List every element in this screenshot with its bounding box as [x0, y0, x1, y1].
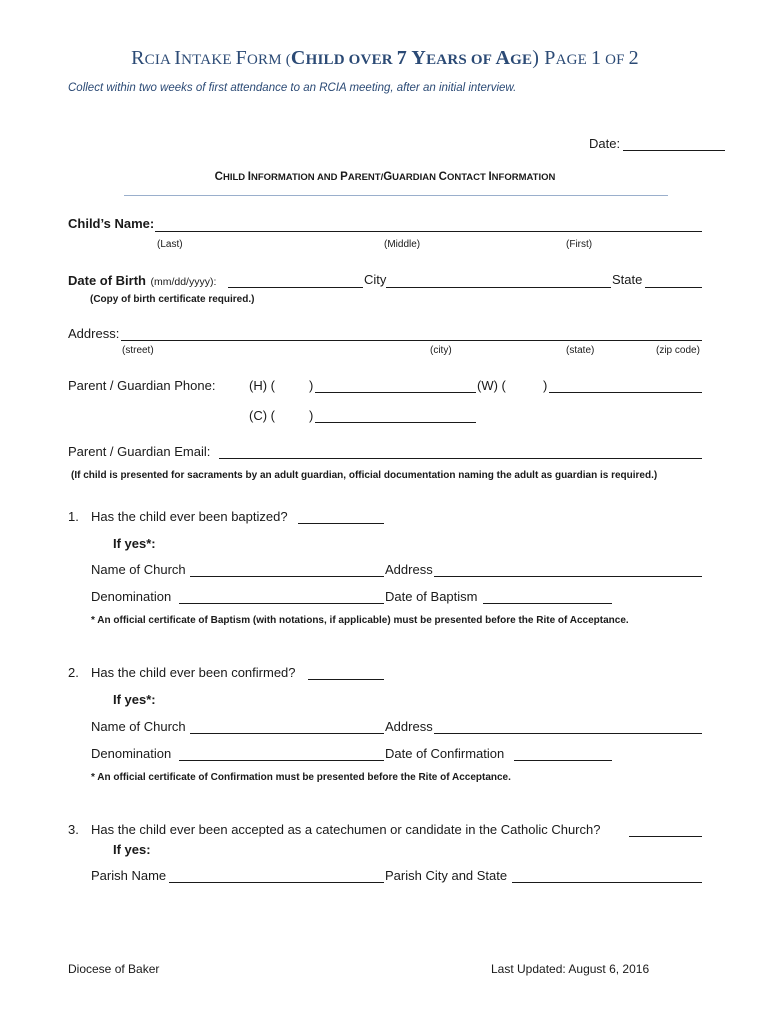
page-title: RCIA INTAKE FORM (CHILD OVER 7 YEARS OF AGE) PAGE 1 OF 2 — [131, 47, 639, 69]
address-field[interactable] — [121, 340, 702, 341]
q1-denomination-field[interactable] — [179, 603, 384, 604]
subtitle: Collect within two weeks of first attendance to an RCIA meeting, after an initial interview. — [68, 82, 517, 94]
q1-answer-field[interactable] — [298, 523, 384, 524]
q3-parish-field[interactable] — [169, 882, 384, 883]
phone-label: Parent / Guardian Phone: — [68, 378, 216, 393]
date-label: Date: — [589, 136, 621, 151]
dob-field[interactable] — [228, 287, 363, 288]
footer-last-updated: Last Updated: August 6, 2016 — [491, 962, 650, 976]
dob-label-group — [68, 272, 216, 290]
q1-denomination-label: Denomination — [91, 589, 172, 604]
q1-if-yes: If yes*: — [113, 536, 156, 551]
q2-date-field[interactable] — [514, 760, 612, 761]
q1-church-field[interactable] — [190, 576, 384, 577]
date-field[interactable] — [623, 150, 725, 151]
cell-phone-field[interactable] — [315, 422, 476, 423]
q3-answer-field[interactable] — [629, 836, 702, 837]
q2-note: * An official certificate of Confirmation must be presented before the Rite of Acceptance. — [91, 772, 511, 783]
q1-number: 1. — [68, 509, 79, 524]
q2-date-label: Date of Confirmation — [385, 746, 505, 761]
q2-number: 2. — [68, 665, 79, 680]
street-hint: (street) — [122, 345, 154, 356]
q1-date-field[interactable] — [483, 603, 612, 604]
q1-address-label: Address — [385, 562, 433, 577]
home-phone-label: (H) ( — [249, 378, 275, 393]
q3-text: Has the child ever been accepted as a catechumen or candidate in the Catholic Church? — [91, 822, 601, 837]
birth-certificate-note: (Copy of birth certificate required.) — [90, 294, 255, 305]
zip-hint: (zip code) — [656, 345, 700, 356]
dob-label: Date of Birth — [68, 273, 146, 288]
q3-if-yes: If yes: — [113, 842, 151, 857]
section-divider — [124, 195, 668, 196]
section-heading: CHILD INFORMATION AND PARENT/GUARDIAN CONTACT INFORMATION — [214, 171, 556, 183]
q1-date-label: Date of Baptism — [385, 589, 478, 604]
q1-note: * An official certificate of Baptism (with notations, if applicable) must be presented before the Rite of Acceptance. — [91, 615, 629, 626]
work-area-close: ) — [543, 378, 548, 393]
work-phone-field[interactable] — [549, 392, 702, 393]
q2-text: Has the child ever been confirmed? — [91, 665, 296, 680]
address-label: Address: — [68, 326, 120, 341]
q2-address-label: Address — [385, 719, 433, 734]
q1-church-label: Name of Church — [91, 562, 186, 577]
middle-name-hint: (Middle) — [384, 239, 421, 250]
q2-church-field[interactable] — [190, 733, 384, 734]
guardian-note: (If child is presented for sacraments by an adult guardian, official documentation naming the adult as guardian is required.) — [71, 470, 658, 481]
birth-state-label: State — [612, 272, 643, 287]
email-label: Parent / Guardian Email: — [68, 444, 211, 459]
q3-number: 3. — [68, 822, 79, 837]
email-field[interactable] — [219, 458, 702, 459]
q2-church-label: Name of Church — [91, 719, 186, 734]
home-phone-field[interactable] — [315, 392, 476, 393]
work-phone-label: (W) ( — [477, 378, 506, 393]
birth-city-label: City — [364, 272, 387, 287]
birth-city-field[interactable] — [386, 287, 611, 288]
cell-area-close: ) — [309, 408, 314, 423]
q2-denomination-field[interactable] — [179, 760, 384, 761]
q3-parish-city-label: Parish City and State — [385, 868, 508, 883]
q1-address-field[interactable] — [434, 576, 702, 577]
state-hint: (state) — [566, 345, 595, 356]
child-name-field[interactable] — [155, 231, 702, 232]
child-name-label: Child’s Name: — [68, 216, 155, 231]
q3-parish-label: Parish Name — [91, 868, 167, 883]
q2-if-yes: If yes*: — [113, 692, 156, 707]
q2-denomination-label: Denomination — [91, 746, 172, 761]
birth-state-field[interactable] — [645, 287, 702, 288]
footer-diocese: Diocese of Baker — [68, 962, 160, 976]
home-area-close: ) — [309, 378, 314, 393]
dob-format: (mm/dd/yyyy): — [150, 276, 217, 288]
q2-answer-field[interactable] — [308, 679, 384, 680]
q2-address-field[interactable] — [434, 733, 702, 734]
last-name-hint: (Last) — [157, 239, 183, 250]
first-name-hint: (First) — [566, 239, 593, 250]
q3-parish-city-field[interactable] — [512, 882, 702, 883]
city-hint: (city) — [430, 345, 452, 356]
q1-text: Has the child ever been baptized? — [91, 509, 288, 524]
cell-phone-label: (C) ( — [249, 408, 275, 423]
